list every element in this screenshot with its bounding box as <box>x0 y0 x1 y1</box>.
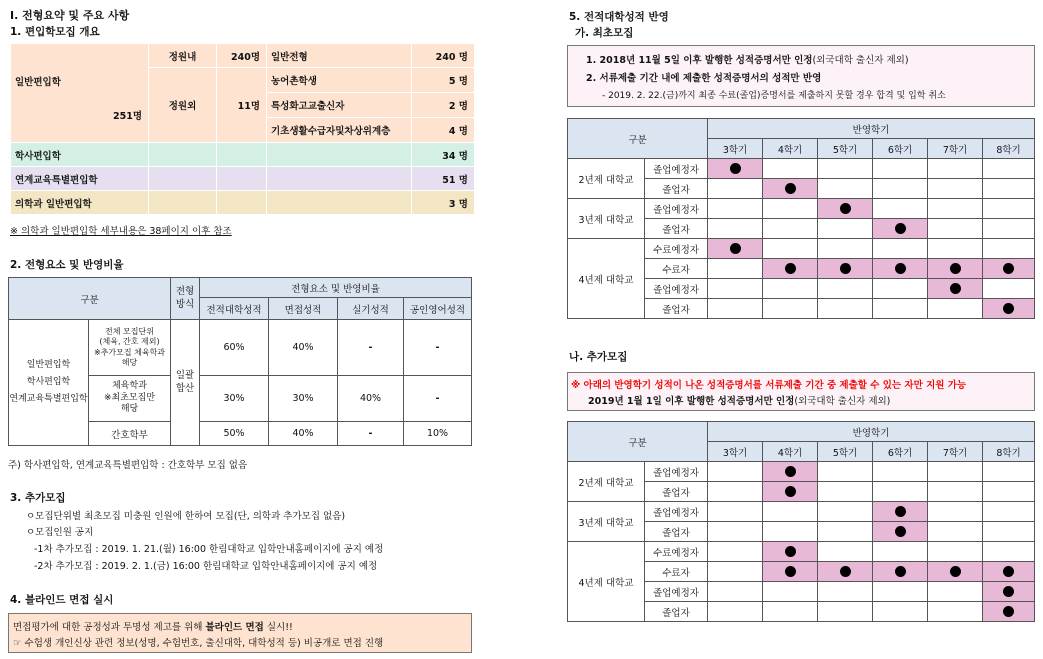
selected-dot-icon <box>895 566 906 577</box>
quota-in-label: 정원내 <box>149 44 217 68</box>
initial-cell <box>763 279 818 299</box>
additional-status-label: 졸업자 <box>645 482 708 502</box>
initial-cell <box>708 279 763 299</box>
ratio-cell: 30% <box>269 376 338 422</box>
initial-univ-label: 4년제 대학교 <box>568 239 645 319</box>
row-general-label: 일반전형 <box>267 44 412 68</box>
selected-dot-icon <box>840 203 851 214</box>
initial-univ-label: 2년제 대학교 <box>568 159 645 199</box>
initial-cell <box>873 219 928 239</box>
ratio-head-group: 전형요소 및 반영비율 <box>200 278 472 298</box>
selected-dot-icon <box>785 486 796 497</box>
initial-cell <box>708 179 763 199</box>
initial-cell <box>928 219 983 239</box>
additional-cell <box>763 462 818 482</box>
blind-line2: ☞ 수험생 개인신상 관련 정보(성명, 수험번호, 출신대학, 대학성적 등) 비공개로 면접 진행 <box>13 638 384 649</box>
additional-status-label: 수료예정자 <box>645 542 708 562</box>
additional-term-header: 7학기 <box>928 442 983 462</box>
initial-cell <box>708 219 763 239</box>
initial-univ-label: 3년제 대학교 <box>568 199 645 239</box>
additional-cell <box>928 602 983 622</box>
additional-status-label: 졸업자 <box>645 522 708 542</box>
initial-term-header: 3학기 <box>708 139 763 159</box>
initial-cell <box>763 239 818 259</box>
ratio-applicant-types: 일반편입학 학사편입학 연계교육특별편입학 <box>9 320 89 446</box>
row-vocational-label: 특성화고교출신자 <box>267 93 412 118</box>
initial-cell <box>708 299 763 319</box>
initial-status-label: 졸업예정자 <box>645 159 708 179</box>
ratio-col-english: 공인영어성적 <box>404 298 472 320</box>
additional-cell <box>873 562 928 582</box>
additional-status-label: 졸업자 <box>645 602 708 622</box>
initial-line3: - 2019. 2. 22.(금)까지 최종 수료(졸업)증명서를 제출하지 못할 경우 합격 및 입학 취소 <box>602 91 946 101</box>
s3-line4: -2차 추가모집 : 2019. 2. 1.(금) 16:00 한림대학교 입학안내홈페이지에 공지 예정 <box>34 561 378 572</box>
initial-term-header: 4학기 <box>763 139 818 159</box>
additional-status-label: 졸업예정자 <box>645 502 708 522</box>
selected-dot-icon <box>1003 303 1014 314</box>
additional-head-group: 반영학기 <box>708 422 1035 442</box>
selected-dot-icon <box>950 263 961 274</box>
initial-cell <box>873 159 928 179</box>
initial-cell <box>873 199 928 219</box>
additional-univ-label: 3년제 대학교 <box>568 502 645 542</box>
initial-status-label: 졸업자 <box>645 299 708 319</box>
initial-cell <box>818 219 873 239</box>
initial-cell <box>818 239 873 259</box>
selected-dot-icon <box>840 566 851 577</box>
initial-line2: 2. 서류제출 기간 내에 제출한 성적증명서의 성적만 반영 <box>586 73 822 84</box>
initial-cell <box>983 199 1035 219</box>
initial-semester-grid <box>567 118 1035 319</box>
selected-dot-icon <box>1003 566 1014 577</box>
ratio-cell: - <box>404 320 472 376</box>
additional-cell <box>708 562 763 582</box>
additional-cell <box>928 582 983 602</box>
row-general-count: 240 명 <box>412 44 475 68</box>
selected-dot-icon <box>895 223 906 234</box>
additional-cell <box>708 542 763 562</box>
additional-cell <box>873 602 928 622</box>
initial-status-label: 수료예정자 <box>645 239 708 259</box>
additional-cell <box>928 482 983 502</box>
quota-in-count: 240명 <box>217 44 267 68</box>
selected-dot-icon <box>840 263 851 274</box>
selected-dot-icon <box>895 506 906 517</box>
additional-cell <box>983 502 1035 522</box>
additional-cell <box>818 502 873 522</box>
s3-line2: ㅇ모집인원 공지 <box>26 527 94 538</box>
ratio-cell: - <box>404 376 472 422</box>
ratio-row3-name: 간호학부 <box>89 422 171 446</box>
selected-dot-icon <box>785 466 796 477</box>
additional-line2: 2019년 1월 1일 이후 발행한 성적증명서만 인정(외국대학 출신자 제외) <box>588 396 891 407</box>
row-welfare-count: 4 명 <box>412 118 475 143</box>
summary-table <box>10 43 475 215</box>
additional-semester-grid <box>567 421 1035 622</box>
additional-cell <box>708 482 763 502</box>
additional-status-label: 수료자 <box>645 562 708 582</box>
initial-cell <box>873 259 928 279</box>
ratio-cell: 60% <box>200 320 269 376</box>
additional-cell <box>818 522 873 542</box>
initial-cell <box>983 219 1035 239</box>
row-vocational-count: 2 명 <box>412 93 475 118</box>
additional-cell <box>708 502 763 522</box>
s3-line3: -1차 추가모집 : 2019. 1. 21.(월) 16:00 한림대학교 입학안내홈페이지에 공지 예정 <box>34 544 384 555</box>
additional-term-header: 5학기 <box>818 442 873 462</box>
medical-count: 3 명 <box>412 191 475 215</box>
initial-cell <box>983 159 1035 179</box>
initial-recruit-title: 가. 최초모집 <box>575 27 634 39</box>
additional-recruit-title: 나. 추가모집 <box>569 351 628 363</box>
additional-cell <box>818 602 873 622</box>
bachelor-label: 학사편입학 <box>11 143 149 167</box>
selected-dot-icon <box>785 183 796 194</box>
ratio-row1-name: 전체 모집단위 (체육, 간호 제외) ※추가모집 체육학과 해당 <box>89 320 171 376</box>
initial-term-header: 6학기 <box>873 139 928 159</box>
blind-interview-box <box>8 613 472 653</box>
initial-criteria-box <box>567 45 1035 107</box>
row-rural-label: 농어촌학생 <box>267 68 412 93</box>
initial-cell <box>928 199 983 219</box>
initial-cell <box>873 299 928 319</box>
initial-cell <box>873 239 928 259</box>
additional-cell <box>763 602 818 622</box>
initial-term-header: 7학기 <box>928 139 983 159</box>
additional-cell <box>818 482 873 502</box>
initial-cell <box>928 299 983 319</box>
additional-cell <box>763 562 818 582</box>
additional-cell <box>983 522 1035 542</box>
additional-cell <box>983 582 1035 602</box>
section1-subtitle: 1. 편입학모집 개요 <box>10 26 100 38</box>
selected-dot-icon <box>895 263 906 274</box>
additional-line1: ※ 아래의 반영학기 성적이 나온 성적증명서를 서류제출 기간 중 제출할 수 있는 자만 지원 가능 <box>571 380 967 391</box>
additional-status-label: 졸업예정자 <box>645 582 708 602</box>
row-welfare-label: 기초생활수급자및차상위계층 <box>267 118 412 143</box>
additional-cell <box>983 602 1035 622</box>
section2-title: 2. 전형요소 및 반영비율 <box>10 259 124 271</box>
additional-cell <box>708 462 763 482</box>
selected-dot-icon <box>1003 606 1014 617</box>
additional-cell <box>928 502 983 522</box>
ratio-col-grade: 전적대학성적 <box>200 298 269 320</box>
initial-cell <box>873 279 928 299</box>
additional-cell <box>983 462 1035 482</box>
selected-dot-icon <box>785 263 796 274</box>
section1-title: Ⅰ. 전형요약 및 주요 사항 <box>10 9 130 22</box>
additional-univ-label: 4년제 대학교 <box>568 542 645 622</box>
row-rural-count: 5 명 <box>412 68 475 93</box>
additional-cell <box>873 482 928 502</box>
initial-cell <box>928 179 983 199</box>
initial-status-label: 졸업자 <box>645 179 708 199</box>
additional-cell <box>928 562 983 582</box>
ratio-row2-name: 체육학과 ※최초모집만 해당 <box>89 376 171 422</box>
initial-cell <box>928 279 983 299</box>
additional-cell <box>763 542 818 562</box>
additional-cell <box>708 602 763 622</box>
additional-cell <box>983 542 1035 562</box>
initial-cell <box>818 159 873 179</box>
additional-cell <box>763 502 818 522</box>
linked-label: 연계교육특별편입학 <box>11 167 149 191</box>
additional-cell <box>818 582 873 602</box>
initial-cell <box>818 199 873 219</box>
blind-line1: 면접평가에 대한 공정성과 투명성 제고를 위해 블라인드 면접 실시!! <box>13 622 293 633</box>
ratio-col-practical: 실기성적 <box>338 298 404 320</box>
additional-cell <box>873 582 928 602</box>
initial-head-group: 반영학기 <box>708 119 1035 139</box>
additional-criteria-box <box>567 372 1035 411</box>
selected-dot-icon <box>785 566 796 577</box>
selected-dot-icon <box>785 546 796 557</box>
ratio-method-value: 일괄 합산 <box>171 320 200 446</box>
initial-cell <box>708 259 763 279</box>
additional-cell <box>763 482 818 502</box>
initial-cell <box>763 299 818 319</box>
selected-dot-icon <box>730 243 741 254</box>
medical-note: ※ 의학과 일반편입학 세부내용은 38페이지 이후 참조 <box>10 226 232 237</box>
selected-dot-icon <box>730 163 741 174</box>
additional-term-header: 6학기 <box>873 442 928 462</box>
initial-status-label: 졸업예정자 <box>645 279 708 299</box>
initial-cell <box>708 239 763 259</box>
ratio-head-method: 전형 방식 <box>171 278 200 320</box>
additional-term-header: 8학기 <box>983 442 1035 462</box>
section5-title: 5. 전적대학성적 반영 <box>569 11 669 23</box>
initial-cell <box>983 299 1035 319</box>
additional-term-header: 4학기 <box>763 442 818 462</box>
s3-line1: ㅇ모집단위별 최초모집 미충원 인원에 한하여 모집(단, 의학과 추가모집 없음) <box>26 511 346 522</box>
initial-status-label: 졸업자 <box>645 219 708 239</box>
medical-label: 의학과 일반편입학 <box>11 191 149 215</box>
additional-cell <box>983 482 1035 502</box>
selected-dot-icon <box>950 566 961 577</box>
initial-cell <box>873 179 928 199</box>
additional-cell <box>928 542 983 562</box>
initial-cell <box>928 159 983 179</box>
initial-cell <box>818 299 873 319</box>
general-label: 일반편입학 <box>15 77 61 88</box>
initial-term-header: 8학기 <box>983 139 1035 159</box>
ratio-cell: - <box>338 422 404 446</box>
linked-count: 51 명 <box>412 167 475 191</box>
quota-out-label: 정원외 <box>149 68 217 143</box>
ratio-head-division: 구분 <box>9 278 171 320</box>
initial-status-label: 졸업예정자 <box>645 199 708 219</box>
ratio-cell: 40% <box>269 320 338 376</box>
initial-cell <box>708 199 763 219</box>
initial-cell <box>983 279 1035 299</box>
additional-cell <box>873 542 928 562</box>
initial-cell <box>928 239 983 259</box>
additional-univ-label: 2년제 대학교 <box>568 462 645 502</box>
initial-status-label: 수료자 <box>645 259 708 279</box>
initial-cell <box>818 259 873 279</box>
initial-term-header: 5학기 <box>818 139 873 159</box>
additional-cell <box>928 462 983 482</box>
initial-line1: 1. 2018년 11월 5일 이후 발행한 성적증명서만 인정(외국대학 출신자 제외) <box>586 55 909 66</box>
initial-cell <box>818 179 873 199</box>
additional-cell <box>763 582 818 602</box>
ratio-col-interview: 면접성적 <box>269 298 338 320</box>
selected-dot-icon <box>895 526 906 537</box>
selected-dot-icon <box>950 283 961 294</box>
selected-dot-icon <box>1003 263 1014 274</box>
additional-cell <box>708 582 763 602</box>
initial-cell <box>763 159 818 179</box>
general-total: 251명 <box>112 111 142 122</box>
additional-cell <box>818 542 873 562</box>
initial-cell <box>928 259 983 279</box>
additional-cell <box>763 522 818 542</box>
ratio-cell: 40% <box>338 376 404 422</box>
ratio-table <box>8 277 472 446</box>
initial-cell <box>983 179 1035 199</box>
initial-cell <box>763 219 818 239</box>
additional-cell <box>873 522 928 542</box>
initial-cell <box>763 179 818 199</box>
initial-cell <box>983 239 1035 259</box>
ratio-cell: 50% <box>200 422 269 446</box>
additional-cell <box>818 562 873 582</box>
initial-cell <box>983 259 1035 279</box>
ratio-cell: 10% <box>404 422 472 446</box>
additional-cell <box>873 502 928 522</box>
additional-cell <box>818 462 873 482</box>
additional-cell <box>983 562 1035 582</box>
section4-title: 4. 블라인드 면접 실시 <box>10 594 114 606</box>
quota-out-count: 11명 <box>217 68 267 143</box>
selected-dot-icon <box>1003 586 1014 597</box>
additional-cell <box>708 522 763 542</box>
initial-cell <box>818 279 873 299</box>
ratio-cell: 30% <box>200 376 269 422</box>
additional-cell <box>928 522 983 542</box>
initial-head-division: 구분 <box>568 119 708 159</box>
additional-status-label: 졸업예정자 <box>645 462 708 482</box>
section3-title: 3. 추가모집 <box>10 492 66 504</box>
ratio-cell: - <box>338 320 404 376</box>
initial-cell <box>708 159 763 179</box>
ratio-footnote: 주) 학사편입학, 연계교육특별편입학 : 간호학부 모집 없음 <box>8 460 248 471</box>
additional-term-header: 3학기 <box>708 442 763 462</box>
initial-cell <box>763 199 818 219</box>
bachelor-count: 34 명 <box>412 143 475 167</box>
additional-cell <box>873 462 928 482</box>
additional-head-division: 구분 <box>568 422 708 462</box>
ratio-cell: 40% <box>269 422 338 446</box>
initial-cell <box>763 259 818 279</box>
